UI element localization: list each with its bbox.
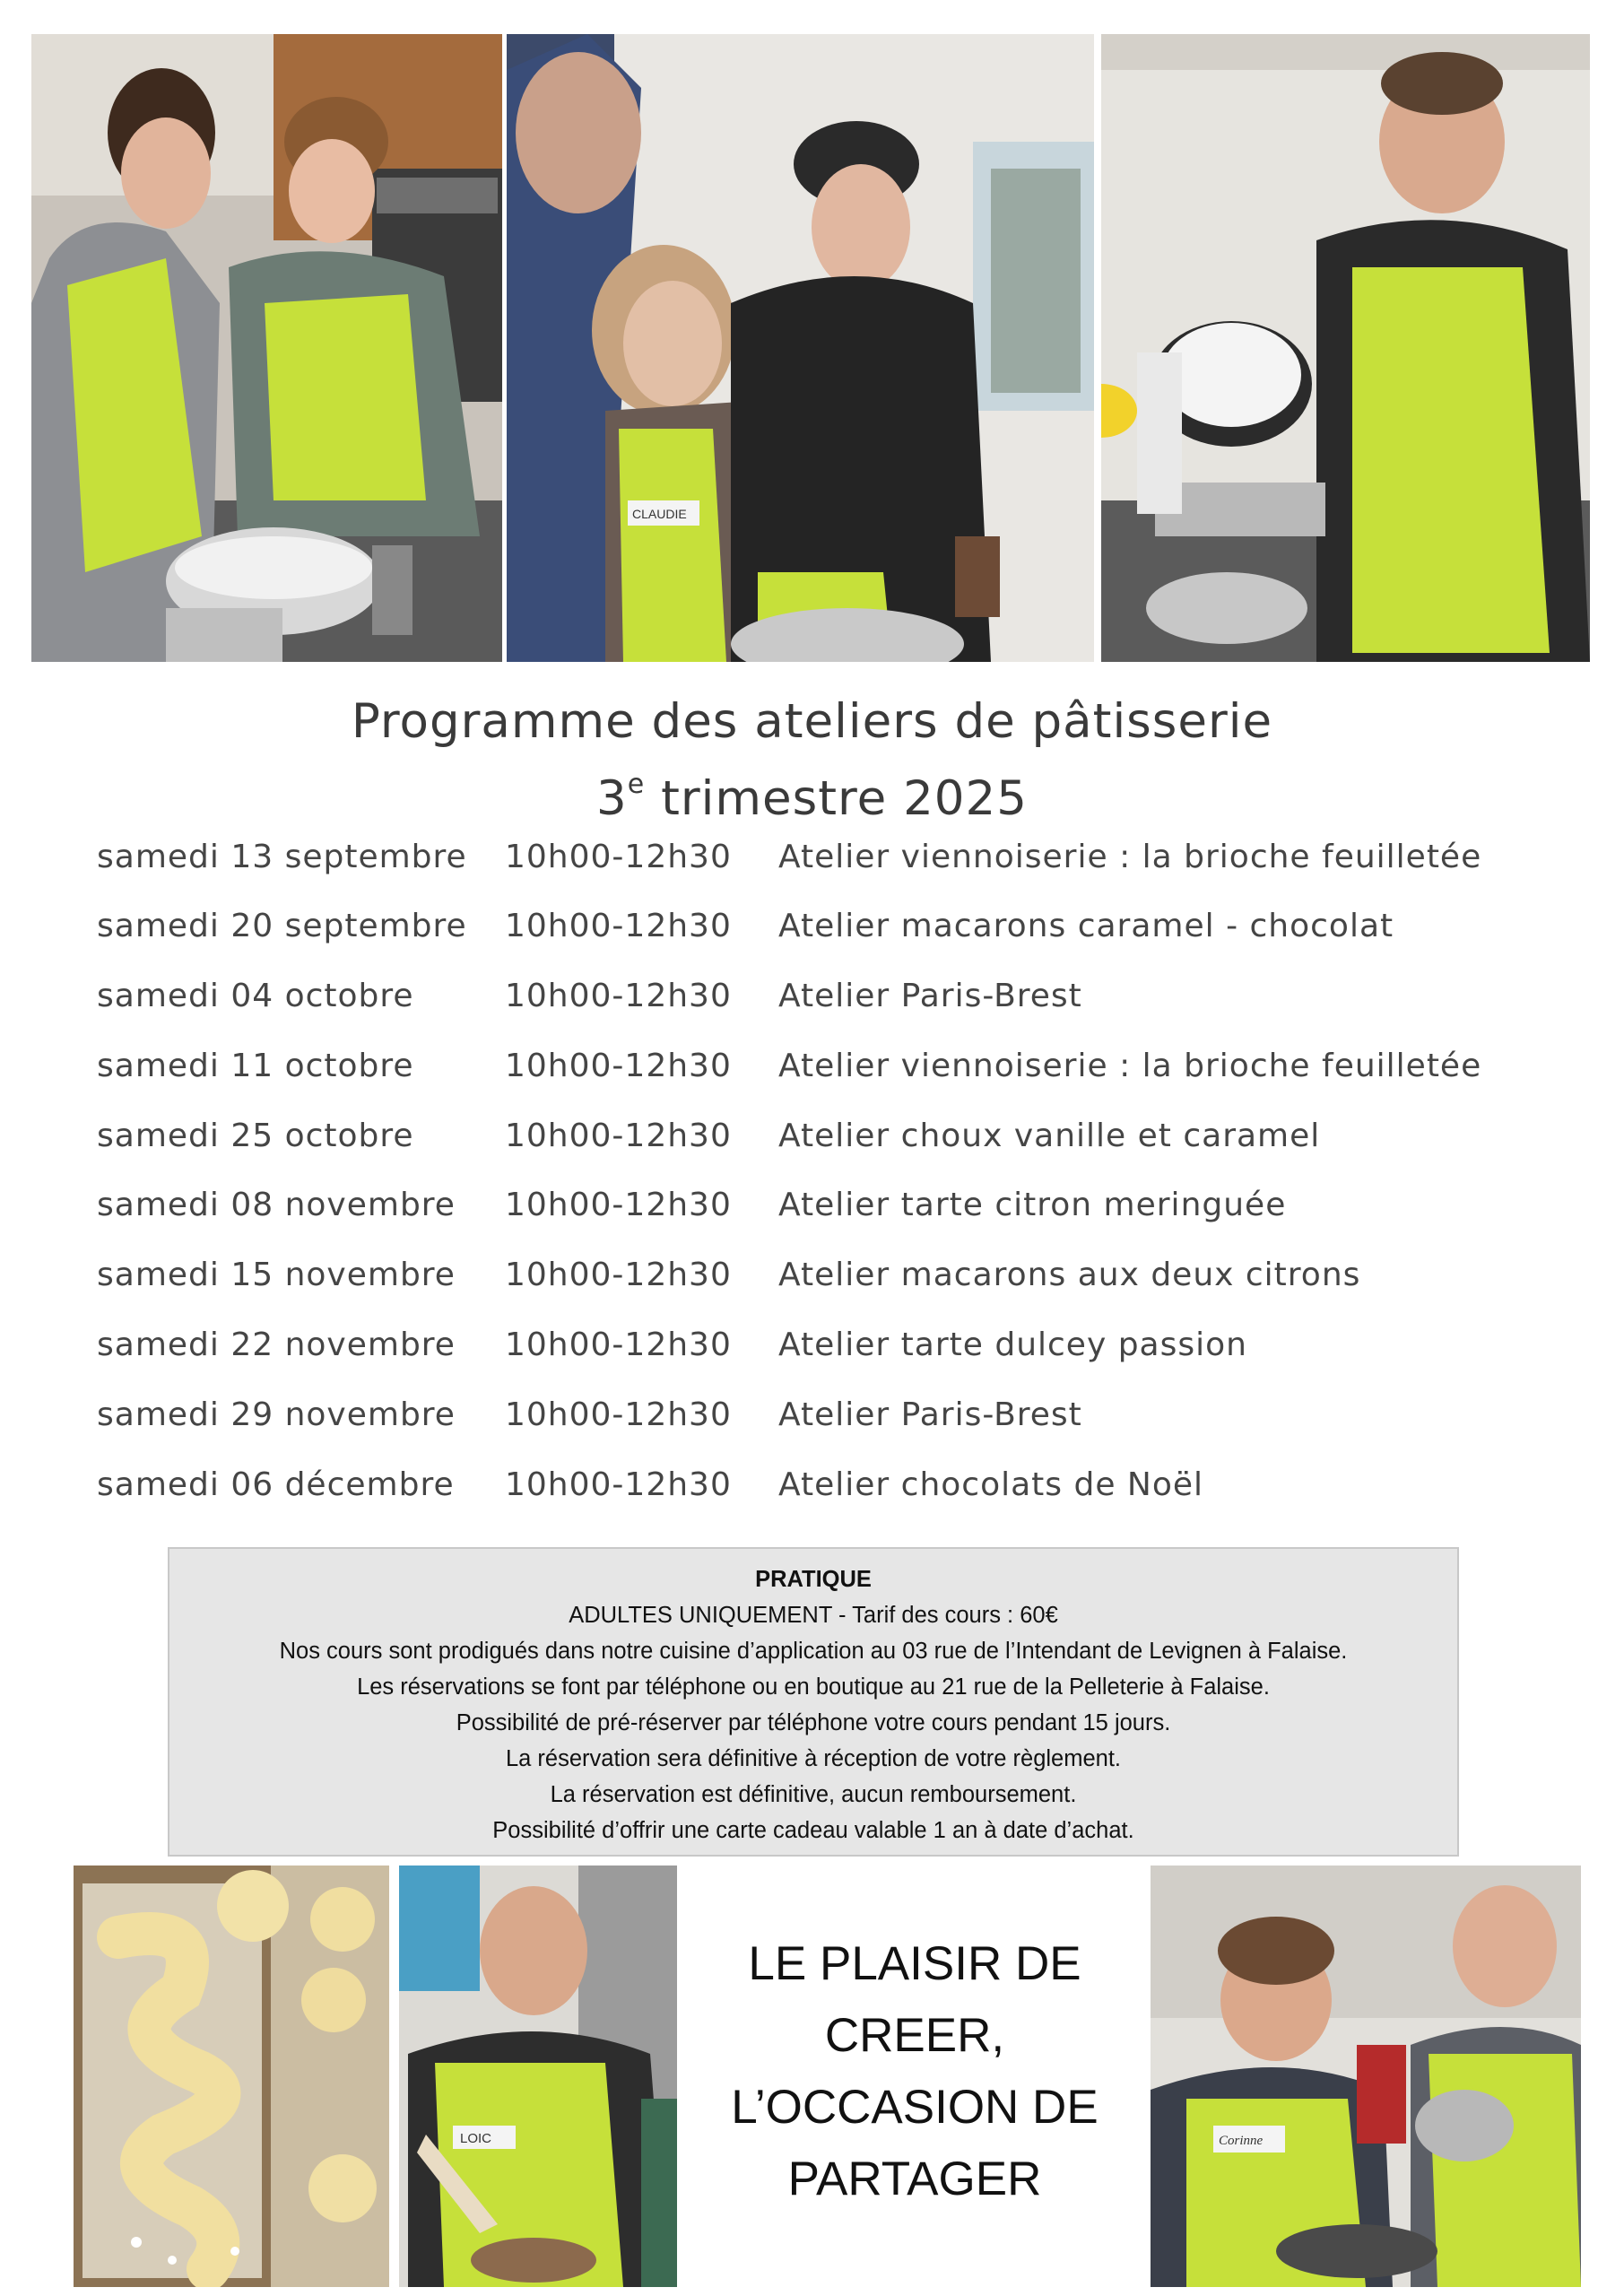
schedule-row bbox=[97, 1257, 1532, 1310]
schedule-date: samedi 04 octobre bbox=[97, 978, 414, 1014]
schedule-time: 10h00-12h30 bbox=[505, 1466, 732, 1503]
schedule-row bbox=[97, 1396, 1532, 1450]
schedule-time: 10h00-12h30 bbox=[505, 1257, 732, 1293]
title-line-2 bbox=[0, 753, 1624, 831]
schedule-row bbox=[97, 839, 1532, 892]
schedule-date: samedi 22 novembre bbox=[97, 1326, 456, 1363]
photo-man-with-bowl bbox=[1101, 34, 1590, 662]
apron-label-claudie: CLAUDIE bbox=[632, 507, 687, 521]
schedule-time: 10h00-12h30 bbox=[505, 1048, 732, 1084]
schedule-time: 10h00-12h30 bbox=[505, 839, 732, 875]
schedule-workshop: Atelier tarte dulcey passion bbox=[778, 1326, 1247, 1363]
practical-line: La réservation sera définitive à réception de votre règlement. bbox=[505, 1746, 1122, 1771]
practical-line: ADULTES UNIQUEMENT - Tarif des cours : 60€ bbox=[569, 1603, 1058, 1628]
schedule-time: 10h00-12h30 bbox=[505, 908, 732, 944]
schedule-date: samedi 29 novembre bbox=[97, 1396, 456, 1433]
photo-brioche-dough bbox=[74, 1866, 389, 2287]
slogan-line: LE PLAISIR DE bbox=[748, 1937, 1081, 1990]
schedule-time: 10h00-12h30 bbox=[505, 1118, 732, 1154]
schedule-row bbox=[97, 1118, 1532, 1171]
apron-label-corinne: Corinne bbox=[1219, 2134, 1264, 2148]
schedule-workshop: Atelier macarons aux deux citrons bbox=[778, 1257, 1361, 1293]
schedule-date: samedi 15 novembre bbox=[97, 1257, 456, 1293]
schedule-row bbox=[97, 1187, 1532, 1240]
schedule-date: samedi 25 octobre bbox=[97, 1118, 414, 1154]
practical-line: Possibilité d’offrir une carte cadeau valable 1 an à date d’achat. bbox=[492, 1818, 1134, 1843]
schedule-workshop: Atelier choux vanille et caramel bbox=[778, 1118, 1321, 1154]
title-quarter-number: 3 bbox=[596, 771, 628, 826]
schedule-time: 10h00-12h30 bbox=[505, 1187, 732, 1223]
photo-chef-with-students bbox=[507, 34, 1094, 662]
photo-couple-cooking bbox=[31, 34, 502, 662]
practical-heading: PRATIQUE bbox=[755, 1567, 872, 1592]
title-quarter-rest: trimestre 2025 bbox=[645, 771, 1028, 826]
title-line-1: Programme des ateliers de pâtisserie bbox=[351, 694, 1273, 749]
schedule-date: samedi 06 décembre bbox=[97, 1466, 455, 1503]
schedule-date: samedi 20 septembre bbox=[97, 908, 467, 944]
practical-line: La réservation est définitive, aucun remboursement. bbox=[550, 1782, 1077, 1807]
schedule-time: 10h00-12h30 bbox=[505, 1396, 732, 1433]
schedule-workshop: Atelier viennoiserie : la brioche feuilletée bbox=[778, 839, 1482, 875]
photo-two-participants bbox=[1151, 1866, 1581, 2287]
practical-line: Nos cours sont prodigués dans notre cuisine d’application au 03 rue de l’Intendant de Levignen à Falaise. bbox=[279, 1639, 1348, 1664]
practical-info-box bbox=[168, 1547, 1459, 1857]
schedule-date: samedi 11 octobre bbox=[97, 1048, 414, 1084]
schedule-time: 10h00-12h30 bbox=[505, 978, 732, 1014]
practical-line: Les réservations se font par téléphone ou en boutique au 21 rue de la Pelleterie à Falaise. bbox=[357, 1674, 1270, 1700]
schedule-date: samedi 13 septembre bbox=[97, 839, 467, 875]
slogan-line: L’OCCASION DE bbox=[731, 2081, 1099, 2134]
programme-title bbox=[0, 691, 1624, 831]
schedule-row bbox=[97, 1466, 1532, 1520]
schedule-workshop: Atelier tarte citron meringuée bbox=[778, 1187, 1287, 1223]
title-quarter-suffix: e bbox=[627, 769, 646, 800]
schedule-row bbox=[97, 978, 1532, 1031]
photo-man-piping bbox=[399, 1866, 677, 2287]
slogan bbox=[708, 1928, 1121, 2215]
schedule-date: samedi 08 novembre bbox=[97, 1187, 456, 1223]
schedule-workshop: Atelier Paris-Brest bbox=[778, 1396, 1082, 1433]
schedule-workshop: Atelier macarons caramel - chocolat bbox=[778, 908, 1394, 944]
schedule-workshop: Atelier Paris-Brest bbox=[778, 978, 1082, 1014]
slogan-line: PARTAGER bbox=[787, 2152, 1042, 2205]
apron-label-loic: LOIC bbox=[460, 2131, 492, 2146]
schedule-time: 10h00-12h30 bbox=[505, 1326, 732, 1363]
practical-line: Possibilité de pré-réserver par téléphone votre cours pendant 15 jours. bbox=[456, 1710, 1171, 1735]
schedule-workshop: Atelier chocolats de Noël bbox=[778, 1466, 1204, 1503]
slogan-line: CREER, bbox=[824, 2009, 1005, 2062]
schedule-row bbox=[97, 908, 1532, 961]
schedule-row bbox=[97, 1326, 1532, 1380]
schedule-row bbox=[97, 1048, 1532, 1101]
schedule-workshop: Atelier viennoiserie : la brioche feuilletée bbox=[778, 1048, 1482, 1084]
